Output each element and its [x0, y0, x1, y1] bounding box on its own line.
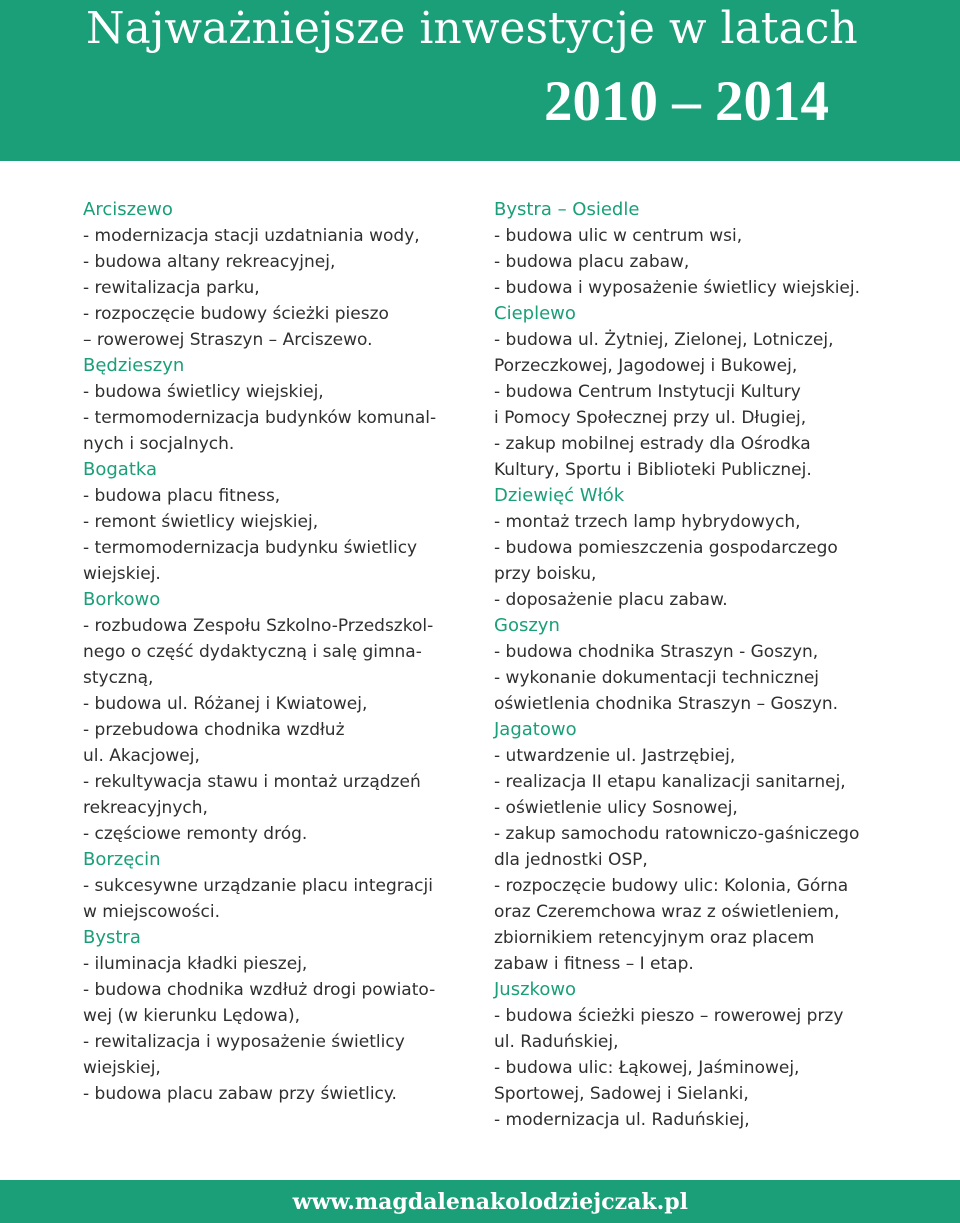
investment-item	[83, 951, 473, 977]
investment-item	[83, 223, 473, 249]
investment-item-line: - rozpoczęcie budowy ulic: Kolonia, Górna	[494, 876, 849, 896]
investment-item-line: – rowerowej Straszyn – Arciszewo.	[83, 330, 373, 350]
investment-item-line: - budowa placu zabaw przy świetlicy.	[83, 1084, 397, 1104]
investment-item-line: - budowa chodnika Straszyn - Goszyn,	[494, 642, 819, 662]
location-heading: Bystra – Osiedle	[494, 199, 640, 220]
investment-item	[83, 275, 473, 301]
investment-item-line: oraz Czeremchowa wraz z oświetleniem,	[494, 902, 840, 922]
investment-item	[494, 1003, 944, 1055]
investment-item	[494, 535, 944, 587]
investment-item-line: - budowa placu fitness,	[83, 486, 281, 506]
investment-item-line: dla jednostki OSP,	[494, 850, 648, 870]
location-heading: Arciszewo	[83, 199, 173, 220]
investment-item	[494, 223, 944, 249]
investment-item	[494, 379, 944, 431]
investment-item-line: - modernizacja stacji uzdatniania wody,	[83, 226, 420, 246]
investment-item	[83, 977, 473, 1029]
investment-item-line: - budowa pomieszczenia gospodarczego	[494, 538, 838, 558]
investment-item-line: - budowa altany rekreacyjnej,	[83, 252, 336, 272]
investment-item-line: - budowa ul. Różanej i Kwiatowej,	[83, 694, 368, 714]
location-section	[83, 197, 473, 353]
investment-item-line: - oświetlenie ulicy Sosnowej,	[494, 798, 738, 818]
investment-item-line: przy boisku,	[494, 564, 597, 584]
investment-item	[494, 639, 944, 665]
location-section	[83, 457, 473, 587]
location-section	[494, 197, 944, 301]
location-heading: Dziewięć Włók	[494, 485, 625, 506]
investment-item	[494, 275, 944, 301]
investment-item-line: - sukcesywne urządzanie placu integracji	[83, 876, 433, 896]
investment-item-line: - rozpoczęcie budowy ścieżki pieszo	[83, 304, 389, 324]
investment-item-line: - rewitalizacja i wyposażenie świetlicy	[83, 1032, 405, 1052]
investment-item-line: - modernizacja ul. Raduńskiej,	[494, 1110, 750, 1130]
investment-item	[83, 301, 473, 353]
investment-item-line: - remont świetlicy wiejskiej,	[83, 512, 319, 532]
investment-item-line: - budowa ulic: Łąkowej, Jaśminowej,	[494, 1058, 800, 1078]
investment-item-line: - rekultywacja stawu i montaż urządzeń	[83, 772, 421, 792]
location-section	[494, 483, 944, 613]
investment-item	[494, 1055, 944, 1107]
investment-item	[494, 665, 944, 717]
investment-item-line: Kultury, Sportu i Biblioteki Publicznej.	[494, 460, 812, 480]
investment-item-line: ul. Akacjowej,	[83, 746, 200, 766]
investment-item-line: - termomodernizacja budynków komunal-	[83, 408, 437, 428]
investment-item-line: w miejscowości.	[83, 902, 221, 922]
investment-item-line: - realizacja II etapu kanalizacji sanitarnej,	[494, 772, 846, 792]
investment-item	[83, 613, 473, 691]
footer-banner	[0, 1180, 960, 1223]
investment-item-line: - częściowe remonty dróg.	[83, 824, 308, 844]
investment-item-line: - rozbudowa Zespołu Szkolno-Przedszkol-	[83, 616, 434, 636]
investment-item-line: wiejskiej,	[83, 1058, 161, 1078]
investment-item	[494, 431, 944, 483]
location-heading: Bogatka	[83, 459, 158, 480]
investment-item-line: - utwardzenie ul. Jastrzębiej,	[494, 746, 736, 766]
investment-item-line: styczną,	[83, 668, 154, 688]
investment-item-line: - rewitalizacja parku,	[83, 278, 260, 298]
investment-item-line: Sportowej, Sadowej i Sielanki,	[494, 1084, 749, 1104]
investment-item	[494, 249, 944, 275]
investment-item-line: i Pomocy Społecznej przy ul. Długiej,	[494, 408, 807, 428]
investment-item	[494, 873, 944, 977]
investment-item	[494, 795, 944, 821]
investment-item-line: Porzeczkowej, Jagodowej i Bukowej,	[494, 356, 798, 376]
location-heading: Będzieszyn	[83, 355, 185, 376]
investment-item	[83, 769, 473, 821]
location-section	[83, 587, 473, 847]
investment-item	[83, 405, 473, 457]
investment-item	[83, 717, 473, 769]
investment-item-line: - budowa i wyposażenie świetlicy wiejskiej.	[494, 278, 861, 298]
investment-item-line: zabaw i fitness – I etap.	[494, 954, 694, 974]
investment-item	[494, 509, 944, 535]
investment-item-line: - doposażenie placu zabaw.	[494, 590, 728, 610]
location-section	[494, 977, 944, 1133]
page-title: Najważniejsze inwestycje w latach	[86, 3, 858, 54]
location-heading: Cieplewo	[494, 303, 576, 324]
investment-item-line: nych i socjalnych.	[83, 434, 235, 454]
investment-item-line: - przebudowa chodnika wzdłuż	[83, 720, 345, 740]
location-heading: Goszyn	[494, 615, 560, 636]
investment-item-line: rekreacyjnych,	[83, 798, 208, 818]
investment-item	[83, 1029, 473, 1081]
investment-item	[83, 535, 473, 587]
investment-item-line: - budowa świetlicy wiejskiej,	[83, 382, 324, 402]
investment-item-line: - wykonanie dokumentacji technicznej	[494, 668, 820, 688]
investment-item	[83, 483, 473, 509]
investment-item	[494, 769, 944, 795]
investment-item-line: - montaż trzech lamp hybrydowych,	[494, 512, 801, 532]
investment-item-line: - budowa chodnika wzdłuż drogi powiato-	[83, 980, 436, 1000]
location-section	[83, 847, 473, 925]
investment-item	[494, 327, 944, 379]
header-banner	[0, 0, 960, 161]
investment-item-line: - zakup samochodu ratowniczo-gaśniczego	[494, 824, 860, 844]
investment-item-line: zbiornikiem retencyjnym oraz placem	[494, 928, 815, 948]
investment-item-line: - budowa ul. Żytniej, Zielonej, Lotniczej,	[494, 330, 834, 350]
investment-item	[83, 873, 473, 925]
investment-item-line: - budowa placu zabaw,	[494, 252, 690, 272]
investment-item	[494, 821, 944, 873]
investment-item	[83, 379, 473, 405]
investment-item-line: - budowa ścieżki pieszo – rowerowej przy	[494, 1006, 844, 1026]
investment-item	[83, 821, 473, 847]
location-heading: Borzęcin	[83, 849, 161, 870]
investment-item-line: ul. Raduńskiej,	[494, 1032, 619, 1052]
investment-item	[494, 587, 944, 613]
location-section	[494, 613, 944, 717]
investment-item-line: - budowa Centrum Instytucji Kultury	[494, 382, 801, 402]
footer-url: www.magdalenakolodziejczak.pl	[292, 1189, 688, 1215]
investment-item	[83, 691, 473, 717]
investment-item-line: - termomodernizacja budynku świetlicy	[83, 538, 418, 558]
location-section	[83, 353, 473, 457]
investment-item	[494, 743, 944, 769]
location-heading: Juszkowo	[494, 979, 577, 1000]
location-section	[83, 925, 473, 1107]
location-heading: Bystra	[83, 927, 141, 948]
investment-item	[83, 509, 473, 535]
investment-item-line: wiejskiej.	[83, 564, 161, 584]
investment-item	[83, 249, 473, 275]
location-section	[494, 717, 944, 977]
investment-item-line: - budowa ulic w centrum wsi,	[494, 226, 743, 246]
left-column	[83, 197, 473, 1107]
investment-item-line: - zakup mobilnej estrady dla Ośrodka	[494, 434, 811, 454]
investment-item	[494, 1107, 944, 1133]
location-heading: Jagatowo	[494, 719, 577, 740]
investment-item-line: - iluminacja kładki pieszej,	[83, 954, 308, 974]
investment-item-line: oświetlenia chodnika Straszyn – Goszyn.	[494, 694, 839, 714]
investment-item	[83, 1081, 473, 1107]
investment-item-line: wej (w kierunku Lędowa),	[83, 1006, 300, 1026]
investment-item-line: nego o część dydaktyczną i salę gimna-	[83, 642, 422, 662]
right-column	[494, 197, 944, 1133]
page-title-years: 2010 – 2014	[544, 70, 829, 133]
location-section	[494, 301, 944, 483]
location-heading: Borkowo	[83, 589, 161, 610]
